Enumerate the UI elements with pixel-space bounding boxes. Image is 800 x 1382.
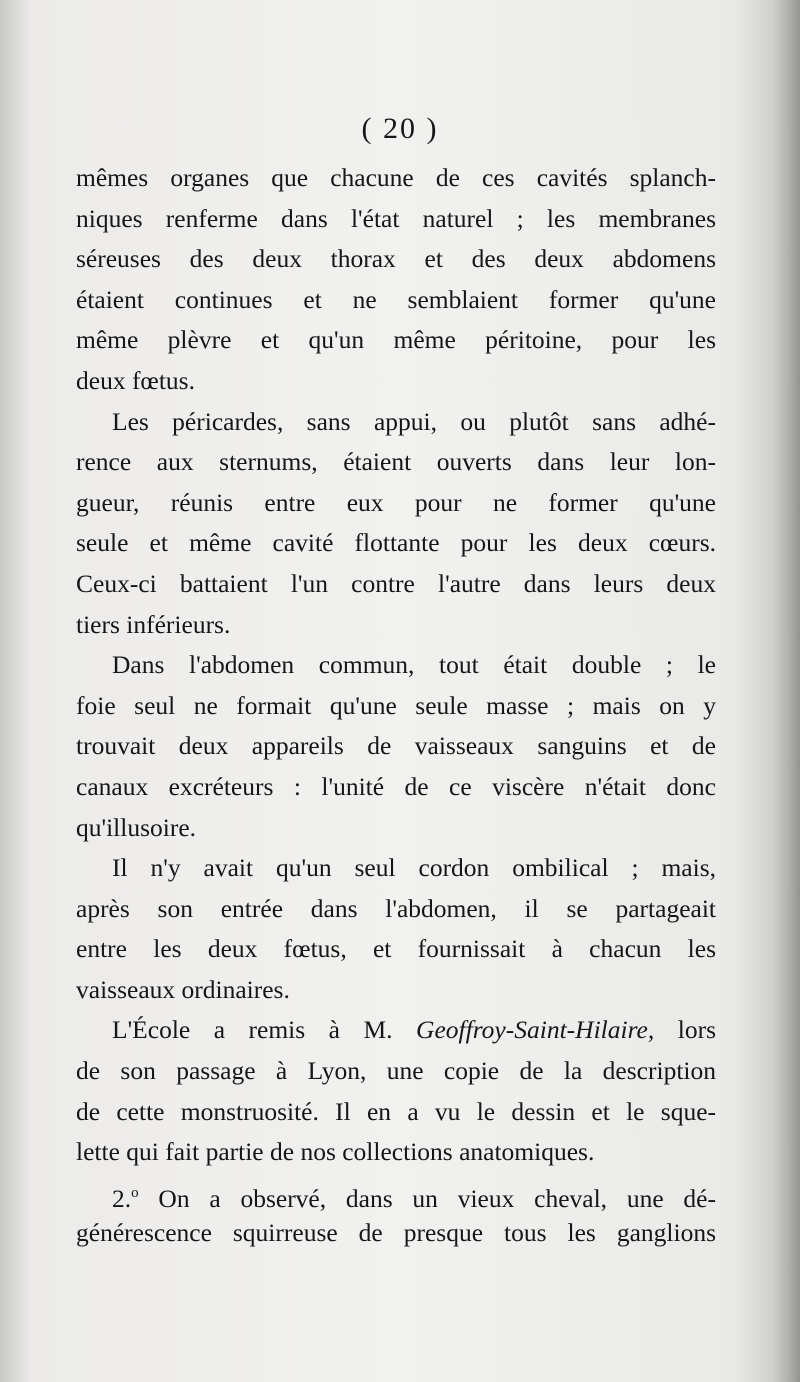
text-line: canaux excréteurs : l'unité de ce viscère n'était donc	[76, 771, 716, 801]
text-line: niques renferme dans l'état naturel ; les membranes	[76, 203, 716, 233]
text-line: tiers inférieurs.	[76, 609, 231, 639]
text-line: lette qui fait partie de nos collections anatomiques.	[76, 1137, 595, 1167]
text-line: de son passage à Lyon, une copie de la description	[76, 1056, 716, 1086]
text-line: Les péricardes, sans appui, ou plutôt sans adhé-	[112, 406, 716, 436]
degree-sign: o	[131, 1184, 139, 1201]
text-line: deux fœtus.	[76, 365, 195, 395]
text-line: après son entrée dans l'abdomen, il se partageait	[76, 893, 716, 923]
text-line: foie seul ne formait qu'une seule masse ; mais on y	[76, 690, 716, 720]
text-line	[76, 1010, 716, 1051]
text-fragment: On a observé, dans un vieux cheval, une dé-	[158, 1183, 716, 1213]
text-line: vaisseaux ordinaires.	[76, 974, 290, 1004]
text-line: de cette monstruosité. Il en a vu le dessin et le sque-	[76, 1096, 716, 1126]
text-line: trouvait deux appareils de vaisseaux sanguins et de	[76, 731, 716, 761]
text-line: mêmes organes que chacune de ces cavités splanch-	[76, 163, 716, 192]
text-fragment: L'École a remis à M.	[112, 1015, 393, 1045]
text-line: étaient continues et ne semblaient former qu'une	[76, 284, 716, 314]
text-line: seule et même cavité flottante pour les deux cœurs.	[76, 528, 716, 558]
text-line: qu'illusoire.	[76, 812, 197, 842]
text-fragment: lors	[677, 1015, 716, 1045]
text-line: séreuses des deux thorax et des deux abdomens	[76, 244, 716, 274]
text-line: générescence squirreuse de presque tous les ganglions	[76, 1218, 716, 1248]
page-edge-shadow	[772, 0, 800, 1382]
text-line: entre les deux fœtus, et fournissait à chacun les	[76, 934, 716, 964]
text-line: gueur, réunis entre eux pour ne former qu'une	[76, 487, 716, 517]
text-line: Dans l'abdomen commun, tout était double ; le	[112, 650, 716, 680]
text-line: même plèvre et qu'un même péritoine, pour les	[76, 325, 716, 355]
text-line	[76, 1173, 716, 1214]
body-text	[76, 158, 716, 1254]
item-number: 2.	[112, 1183, 132, 1213]
page-number: ( 20 )	[361, 112, 439, 145]
text-line: Il n'y avait qu'un seul cordon ombilical ; mais,	[112, 853, 716, 883]
text-line: rence aux sternums, étaient ouverts dans leur lon-	[76, 447, 716, 477]
text-line: Ceux-ci battaient l'un contre l'autre dans leurs deux	[76, 568, 716, 598]
person-name: Geoffroy-Saint-Hilaire,	[416, 1015, 655, 1045]
